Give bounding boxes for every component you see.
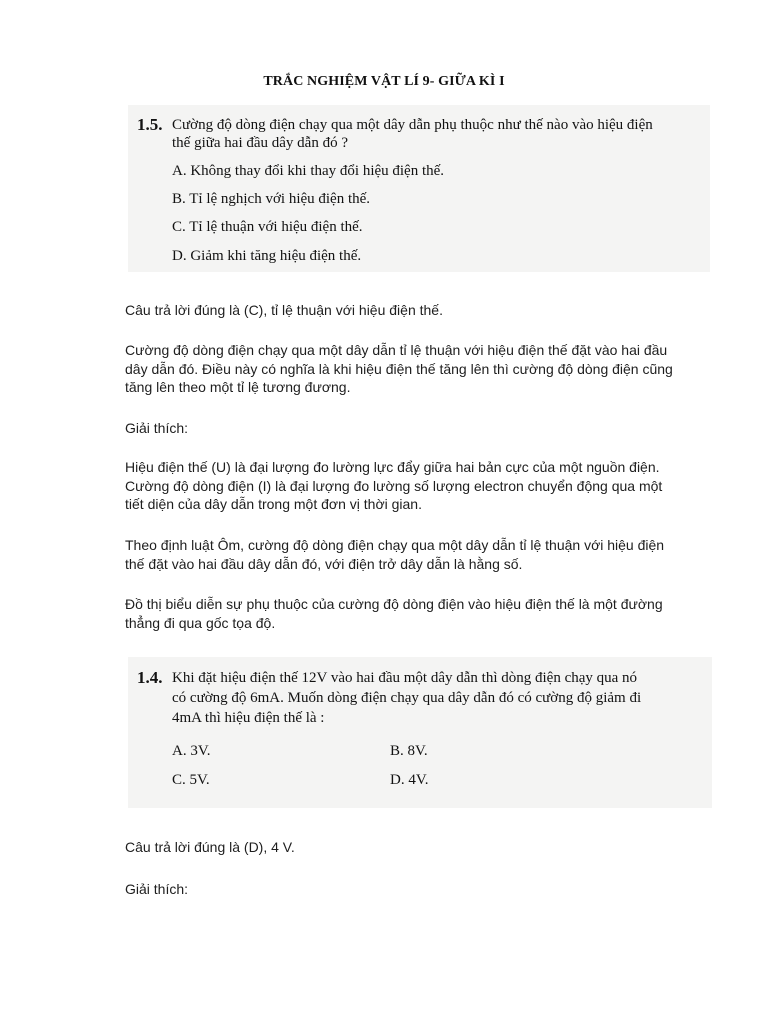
- question-number: 1.4.: [137, 668, 163, 687]
- paragraph-line: Hiệu điện thế (U) là đại lượng đo lường lực đẩy giữa hai bản cực của một nguồn điện.: [125, 459, 660, 475]
- option-c: C. Tỉ lệ thuận với hiệu điện thế.: [172, 219, 363, 235]
- option-d: D. Giảm khi tăng hiệu điện thế.: [172, 248, 362, 264]
- paragraph-line: Theo định luật Ôm, cường độ dòng điện chạy qua một dây dẫn tỉ lệ thuận với hiệu điện: [125, 537, 665, 553]
- paragraph-line: thế đặt vào hai đầu dây dẫn đó, với điện trở dây dẫn là hằng số.: [125, 555, 523, 572]
- answer-statement: Câu trả lời đúng là (C), tỉ lệ thuận với hiệu điện thế.: [125, 302, 443, 318]
- option-a: A. Không thay đổi khi thay đổi hiệu điện thế.: [172, 163, 445, 179]
- question-number: 1.5.: [137, 115, 163, 134]
- explanation-heading: Giải thích:: [125, 881, 189, 897]
- question-1-4-image: [128, 657, 712, 808]
- page-title: TRẮC NGHIỆM VẬT LÍ 9- GIỮA KÌ I: [263, 74, 505, 89]
- question-stem-line: thế giữa hai đầu dây dẫn đó ?: [172, 135, 348, 151]
- option-b: B. Tỉ lệ nghịch với hiệu điện thế.: [172, 191, 371, 207]
- explanation-paragraph: [125, 536, 664, 573]
- paragraph-line: Cường độ dòng điện (I) là đại lượng đo lường số lượng electron chuyển động qua một: [125, 477, 663, 494]
- paragraph-line: tiết diện của dây dẫn trong một đơn vị thời gian.: [125, 496, 422, 512]
- explanation-paragraph: [125, 458, 662, 514]
- answer-statement: Câu trả lời đúng là (D), 4 V.: [125, 839, 295, 855]
- explanation-heading: Giải thích:: [125, 420, 189, 436]
- question-stem-line: có cường độ 6mA. Muốn dòng điện chạy qua dây dẫn đó có cường độ giảm đi: [172, 690, 642, 706]
- paragraph-line: Cường độ dòng điện chạy qua một dây dẫn tỉ lệ thuận với hiệu điện thế đặt vào hai đầu: [125, 342, 668, 358]
- explanation-paragraph: [125, 595, 663, 632]
- paragraph-line: dây dẫn đó. Điều này có nghĩa là khi hiệu điện thế tăng lên thì cường độ dòng điện cũng: [125, 360, 673, 377]
- option-a: A. 3V.: [172, 743, 211, 759]
- answer-intro-paragraph: [125, 341, 673, 397]
- option-b: B. 8V.: [390, 743, 428, 759]
- option-c: C. 5V.: [172, 772, 210, 788]
- paragraph-line: thẳng đi qua gốc tọa độ.: [125, 614, 276, 631]
- option-d: D. 4V.: [390, 772, 429, 788]
- question-stem-line: Khi đặt hiệu điện thế 12V vào hai đầu một dây dẫn thì dòng điện chạy qua nó: [172, 670, 638, 686]
- question-1-5-image: [128, 105, 710, 272]
- question-stem-line: Cường độ dòng điện chạy qua một dây dẫn phụ thuộc như thế nào vào hiệu điện: [172, 117, 653, 133]
- question-stem-line: 4mA thì hiệu điện thế là :: [172, 710, 325, 726]
- paragraph-line: Đồ thị biểu diễn sự phụ thuộc của cường độ dòng điện vào hiệu điện thế là một đường: [125, 596, 663, 612]
- paragraph-line: tăng lên theo một tỉ lệ tương đương.: [125, 379, 351, 395]
